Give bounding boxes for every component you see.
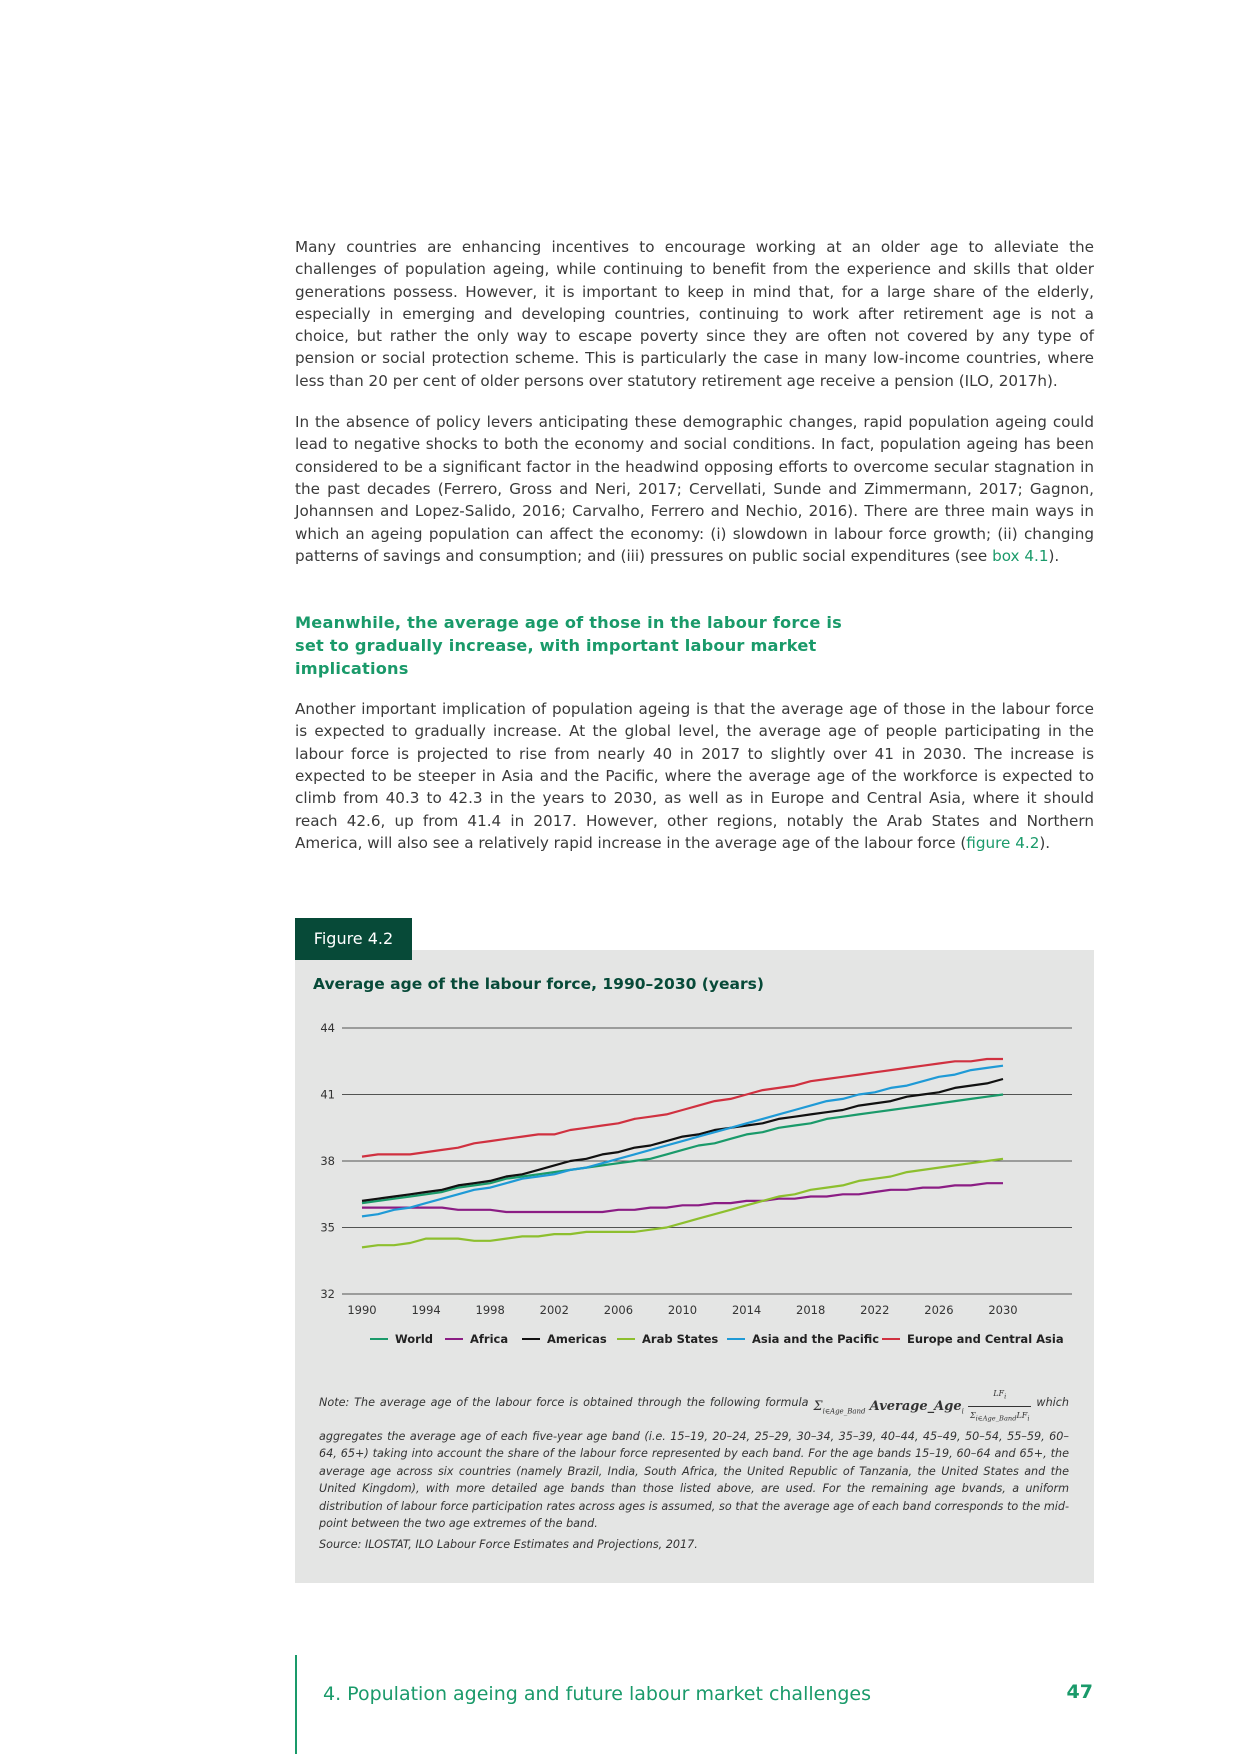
paragraph-3-text: Another important implication of population ageing is that the average age of those in the labour force is expected to gradually increase. At the global level, the average age of people participating in the labour force is projected to rise from nearly 40 in 2017 to slightly over 41 in 2030. The increase is expected to be steeper in Asia and the Pacific, where the average age of the workforce is expected to climb from 40.3 to 42.3 in the years to 2030, as well as in Europe and Central Asia, where it should reach 42.6, up from 41.4 in 2017. However, other regions, notably the Arab States and Northern America, will also see a relatively rapid increase in the average age of the labour force ( [295,700,1094,852]
x-tick-label: 2006 [603,1303,634,1317]
legend-label: World [395,1332,434,1346]
formula-den-idx: i [1027,1414,1030,1423]
formula-idx: i [961,1407,964,1416]
section-heading: Meanwhile, the average age of those in the labour force is set to gradually increase, with important labour market implications [295,613,842,679]
legend-label: Arab States [642,1332,719,1346]
y-tick-label: 41 [320,1087,335,1102]
paragraph-2-end: ). [1048,546,1060,565]
series-line-americas [362,1079,1003,1201]
figure-4-2-link[interactable]: figure 4.2 [966,833,1040,852]
figure-title: Average age of the labour force, 1990–2030 (years) [313,975,764,993]
figure-tab: Figure 4.2 [295,918,412,960]
paragraph-2-text: In the absence of policy levers anticipating these demographic changes, rapid population ageing could lead to negative shocks to both the economy and social conditions. In fact, population ageing has been considered to be a significant factor in the headwind opposing efforts to overcome secular stagnation in the past decades (Ferrero, Gross and Neri, 2017; Cervellati, Sunde and Zimmermann, 2017; Gagnon, Johannsen and Lopez-Salido, 2016; Carvalho, Ferrero and Nechio, 2016). There are three main ways in which an ageing population can affect the economy: (i) slowdown in labour force growth; (ii) changing patterns of savings and consumption; and (iii) pressures on public social expenditures (see [295,413,1094,565]
legend-label: Asia and the Pacific [752,1332,880,1346]
y-tick-label: 44 [320,1021,335,1035]
x-tick-label: 1990 [347,1303,377,1317]
legend-label: Americas [547,1332,607,1346]
box-4-1-link[interactable]: box 4.1 [992,546,1049,565]
series-line-arab-states [362,1159,1003,1248]
paragraph-3 [295,698,1094,854]
y-tick-label: 32 [320,1287,335,1301]
x-tick-label: 2030 [988,1303,1018,1317]
footer-rule [295,1655,297,1754]
footer-chapter: 4. Population ageing and future labour market challenges [323,1683,872,1705]
y-tick-label: 35 [320,1220,335,1235]
formula-denominator [968,1407,1031,1428]
formula-num-var: LF [993,1389,1005,1398]
formula-numerator [968,1385,1031,1407]
note-prefix: Note: The average age of the labour force is obtained through the following formula [319,1396,809,1409]
line-chart [295,950,1094,1370]
formula-sum: Σ [813,1399,823,1414]
figure-note [319,1385,1069,1532]
formula-den-sum: Σ [970,1411,976,1420]
legend-label: Africa [470,1332,509,1346]
paragraph-1: Many countries are enhancing incentives to encourage working at an older age to alleviate the challenges of population ageing, while continuing to benefit from the experience and skills that older generations possess. However, it is important to keep in mind that, for a large share of the elderly, especially in emerging and developing countries, continuing to work after retirement age is not a choice, but rather the only way to escape poverty since they are often not covered by any type of pension or social protection scheme. This is particularly the case in many low-income countries, where less than 20 per cent of older persons over statutory retirement age receive a pension (ILO, 2017h). [295,238,1094,390]
x-tick-label: 2026 [924,1303,954,1317]
formula-main: Average_Age [869,1399,962,1414]
formula-num-idx: i [1004,1392,1007,1401]
x-tick-label: 2002 [539,1303,569,1317]
page-number: 47 [1066,1681,1093,1703]
x-tick-label: 2014 [731,1303,762,1317]
x-tick-label: 1994 [411,1303,441,1317]
figure-panel [295,950,1094,1583]
main-content [295,236,1094,873]
figure-source: Source: ILOSTAT, ILO Labour Force Estimates and Projections, 2017. [319,1538,698,1551]
formula-den-var: LF [1016,1411,1028,1420]
x-tick-label: 2018 [796,1303,826,1317]
formula-sum-sub: i∈Age_Band [822,1407,866,1416]
legend-label: Europe and Central Asia [907,1332,1064,1346]
series-line-asia-and-the-pacific [362,1066,1003,1217]
x-tick-label: 2022 [860,1303,890,1317]
x-tick-label: 2010 [667,1303,698,1317]
paragraph-2 [295,411,1094,567]
paragraph-3-end: ). [1039,833,1051,852]
formula-den-sub: i∈Age_Band [975,1414,1017,1423]
formula-fraction [968,1385,1031,1428]
formula [813,1385,1031,1428]
y-tick-label: 38 [320,1154,335,1168]
x-tick-label: 1998 [475,1303,505,1317]
note-rest: which aggregates the average age of each five-year age band (i.e. 15–19, 20–24, 25–29, 30–34, 35–39, 40–44, 45–49, 50–54, 55–59, 60–64, 65+) taking into account the share of the labour force represented by each band. For the age bands 15–19, 60–64 and 65+, the average age across six countries (namely Brazil, India, South Africa, the United Republic of Tanzania, the United States and the United Kingdom), with more detailed age bands than those listed above, are used. For the remaining age bvands, a uniform distribution of labour force participation rates across ages is assumed, so that the average age of each band corresponds to the mid-point between the two age extremes of the band. [319,1396,1070,1531]
